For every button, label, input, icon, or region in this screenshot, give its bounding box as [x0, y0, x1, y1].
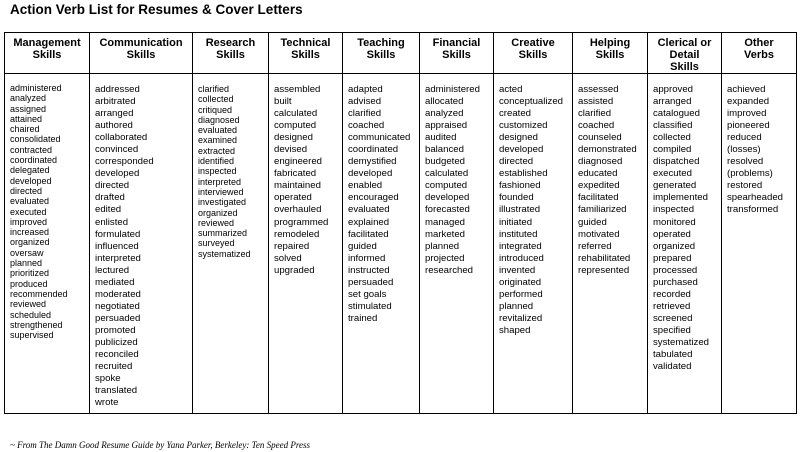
verb-item: represented — [578, 264, 630, 276]
verb-item: identified — [198, 156, 235, 167]
verb-item: demystified — [348, 156, 397, 168]
verb-list-other — [722, 74, 797, 414]
verb-item: monitored — [653, 216, 696, 228]
verb-item: devised — [274, 144, 308, 156]
verb-item: facilitated — [348, 228, 389, 240]
verb-item: marketed — [425, 228, 465, 240]
verb-item: researched — [425, 264, 473, 276]
verb-item: lectured — [95, 264, 130, 276]
verb-item: instituted — [499, 228, 538, 240]
column-header-clerical — [648, 33, 722, 74]
column-header-line: Skills — [291, 49, 320, 61]
verb-item: oversaw — [10, 247, 44, 258]
verb-item: designed — [274, 132, 313, 144]
verb-item: corresponded — [95, 156, 154, 168]
verb-item: set goals — [348, 288, 387, 300]
verb-item: addressed — [95, 84, 140, 95]
verb-item: drafted — [95, 192, 125, 204]
verb-item: balanced — [425, 144, 464, 156]
column-header-creative — [494, 33, 573, 74]
source-citation: ~ From The Damn Good Resume Guide by Yana Parker, Berkeley: Ten Speed Press — [10, 440, 310, 450]
verb-item: reviewed — [10, 299, 47, 310]
verb-item: collected — [653, 132, 691, 144]
column-header-line: Financial — [432, 37, 481, 49]
verb-item: mediated — [95, 276, 135, 288]
verb-item: clarified — [348, 108, 382, 120]
verb-item: publicized — [95, 336, 138, 348]
verb-item: consolidated — [10, 134, 61, 145]
verb-item: influenced — [95, 240, 139, 252]
verb-item: persuaded — [348, 276, 394, 288]
verb-item: computed — [274, 120, 317, 132]
column-header-line: Skills — [32, 49, 62, 61]
verb-item: assembled — [274, 84, 321, 95]
verb-item: delegated — [10, 165, 50, 176]
verb-item: specified — [653, 324, 691, 336]
page-title: Action Verb List for Resumes & Cover Letters — [10, 2, 303, 17]
verb-item: arranged — [653, 96, 692, 108]
verb-item: scheduled — [10, 309, 52, 320]
verb-item: instructed — [348, 264, 390, 276]
column-header-line: Clerical or — [657, 37, 712, 49]
verb-item: improved — [10, 216, 48, 227]
verb-item: organized — [653, 240, 696, 252]
column-header-line: Skills — [442, 49, 471, 61]
verb-item: assisted — [578, 96, 614, 108]
verb-item: revitalized — [499, 312, 543, 324]
verb-item: generated — [653, 180, 697, 192]
verb-list-helping — [573, 74, 648, 414]
verb-item: expanded — [727, 96, 770, 108]
verb-item: invented — [499, 264, 536, 276]
verb-item: developed — [10, 175, 52, 186]
column-header-financial — [420, 33, 494, 74]
verb-item: executed — [10, 206, 47, 217]
column-header-line: Skills — [670, 61, 699, 73]
verb-item: purchased — [653, 276, 698, 288]
verb-item: guided — [578, 216, 607, 228]
verb-item: familiarized — [578, 204, 627, 216]
verb-item: systematized — [198, 248, 251, 259]
verb-item: forecasted — [425, 204, 470, 216]
verb-item: appraised — [425, 120, 468, 132]
verb-item: advised — [348, 96, 382, 108]
verb-item: surveyed — [198, 238, 235, 249]
verb-item: motivated — [578, 228, 620, 240]
column-header-line: Detail — [669, 49, 700, 61]
verb-item: allocated — [425, 96, 464, 108]
verb-item: informed — [348, 252, 386, 264]
column-header-teaching — [343, 33, 420, 74]
verb-item: recorded — [653, 288, 691, 300]
verb-item: maintained — [274, 180, 321, 192]
verb-item: tabulated — [653, 349, 693, 361]
verb-item: inspected — [198, 166, 237, 177]
verb-item: examined — [198, 135, 238, 146]
verb-item: projected — [425, 252, 465, 264]
verb-item: founded — [499, 192, 534, 204]
verb-item: coached — [578, 120, 615, 132]
verb-item: programmed — [274, 216, 329, 228]
verb-item: budgeted — [425, 156, 466, 168]
verb-item: interpreted — [198, 176, 242, 187]
verb-item: wrote — [95, 397, 119, 409]
column-header-line: Technical — [280, 37, 331, 49]
verb-item: integrated — [499, 240, 542, 252]
verb-item: edited — [95, 204, 122, 216]
verb-item: recommended — [10, 288, 68, 299]
verb-item: extracted — [198, 145, 236, 156]
verb-item: guided — [348, 240, 377, 252]
column-header-helping — [573, 33, 648, 74]
verb-item: assessed — [578, 84, 619, 95]
verb-item: demonstrated — [578, 144, 637, 156]
verb-item: (losses) — [727, 144, 761, 156]
action-verb-table — [4, 32, 797, 414]
verb-item: managed — [425, 216, 466, 228]
verb-item: transformed — [727, 204, 779, 216]
verb-item: developed — [348, 168, 393, 180]
verb-item: acted — [499, 84, 523, 95]
verb-item: increased — [10, 227, 50, 238]
verb-item: administered — [10, 83, 62, 93]
verb-item: calculated — [425, 168, 469, 180]
verb-item: restored — [727, 180, 763, 192]
verb-item: directed — [10, 185, 43, 196]
verb-item: customized — [499, 120, 548, 132]
verb-item: critiqued — [198, 104, 233, 115]
verb-item: negotiated — [95, 300, 140, 312]
verb-item: organized — [198, 207, 238, 218]
verb-item: shaped — [499, 324, 531, 336]
verb-item: reviewed — [198, 217, 235, 228]
verb-item: recruited — [95, 361, 133, 373]
header-row — [5, 33, 797, 74]
column-header-line: Teaching — [357, 37, 405, 49]
verb-item: developed — [95, 168, 140, 180]
verb-item: analyzed — [425, 108, 464, 120]
verb-list-technical — [269, 74, 343, 414]
verb-item: achieved — [727, 84, 766, 95]
verb-item: conceptualized — [499, 96, 564, 108]
verb-item: planned — [499, 300, 534, 312]
verb-list-research — [193, 74, 269, 414]
verb-item: developed — [425, 192, 470, 204]
verb-item: persuaded — [95, 312, 141, 324]
verb-item: adapted — [348, 84, 383, 95]
verb-list-creative — [494, 74, 573, 414]
verb-item: analyzed — [10, 93, 47, 104]
verb-item: trained — [348, 312, 378, 324]
verb-item: clarified — [198, 84, 230, 94]
verb-item: calculated — [274, 108, 318, 120]
verb-item: audited — [425, 132, 457, 144]
column-header-line: Verbs — [744, 49, 774, 61]
column-header-technical — [269, 33, 343, 74]
column-header-communication — [90, 33, 193, 74]
verb-item: rehabilitated — [578, 252, 631, 264]
verb-item: diagnosed — [198, 114, 240, 125]
verb-item: solved — [274, 252, 302, 264]
verb-item: pioneered — [727, 120, 770, 132]
verb-item: summarized — [198, 228, 248, 239]
verb-item: created — [499, 108, 531, 120]
column-header-line: Management — [13, 37, 81, 49]
verb-item: convinced — [95, 144, 139, 156]
column-header-line: Skills — [216, 49, 245, 61]
verb-item: evaluated — [198, 125, 238, 136]
verb-item: spoke — [95, 373, 121, 385]
verb-item: referred — [578, 240, 612, 252]
verb-item: implemented — [653, 192, 708, 204]
verb-item: upgraded — [274, 264, 315, 276]
verb-item: arranged — [95, 108, 134, 120]
verb-item: directed — [95, 180, 130, 192]
verb-item: clarified — [578, 108, 612, 120]
verb-item: established — [499, 168, 548, 180]
verb-item: improved — [727, 108, 767, 120]
verb-item: reduced — [727, 132, 762, 144]
verb-item: directed — [499, 156, 534, 168]
verb-item: enlisted — [95, 216, 129, 228]
verb-list-communication — [90, 74, 193, 414]
verb-item: retrieved — [653, 300, 691, 312]
verb-list-teaching — [343, 74, 420, 414]
column-header-line: Skills — [366, 49, 396, 61]
verb-item: arbitrated — [95, 96, 136, 108]
verb-item: attained — [10, 113, 43, 124]
verb-item: strengthened — [10, 319, 63, 330]
verb-item: coordinated — [10, 155, 58, 166]
column-header-line: Creative — [511, 37, 555, 49]
verb-item: spearheaded — [727, 192, 784, 204]
verb-item: planned — [10, 258, 43, 269]
verb-item: collaborated — [95, 132, 148, 144]
verb-item: systematized — [653, 336, 709, 348]
verb-item: developed — [499, 144, 544, 156]
verb-item: approved — [653, 84, 694, 95]
verb-item: operated — [274, 192, 312, 204]
verb-item: diagnosed — [578, 156, 623, 168]
verb-item: processed — [653, 264, 698, 276]
verb-item: evaluated — [10, 196, 50, 207]
verb-item: coached — [348, 120, 385, 132]
verb-item: collected — [198, 94, 234, 105]
column-header-other — [722, 33, 797, 74]
verb-item: chaired — [10, 124, 40, 135]
column-header-line: Skills — [126, 49, 156, 61]
verb-item: validated — [653, 361, 692, 373]
verb-item: operated — [653, 228, 691, 240]
column-header-line: Communication — [99, 37, 183, 49]
verb-item: contracted — [10, 144, 53, 155]
column-header-management — [5, 33, 90, 74]
verb-item: (problems) — [727, 168, 773, 180]
verb-item: illustrated — [499, 204, 541, 216]
verb-item: executed — [653, 168, 692, 180]
column-header-research — [193, 33, 269, 74]
verb-item: prepared — [653, 252, 692, 264]
verbs-row — [5, 74, 797, 414]
verb-item: facilitated — [578, 192, 619, 204]
verb-item: coordinated — [348, 144, 399, 156]
verb-item: initiated — [499, 216, 533, 228]
verb-item: expedited — [578, 180, 620, 192]
verb-item: designed — [499, 132, 538, 144]
verb-item: counseled — [578, 132, 622, 144]
column-header-line: Research — [205, 37, 256, 49]
verb-item: screened — [653, 312, 693, 324]
verb-item: built — [274, 96, 292, 108]
verb-list-clerical — [648, 74, 722, 414]
verb-item: reconciled — [95, 349, 139, 361]
verb-item: classified — [653, 120, 693, 132]
verb-item: educated — [578, 168, 618, 180]
verb-item: evaluated — [348, 204, 390, 216]
verb-item: interviewed — [198, 186, 244, 197]
column-header-line: Helping — [589, 37, 631, 49]
verb-item: translated — [95, 385, 138, 397]
verb-item: formulated — [95, 228, 141, 240]
verb-item: investigated — [198, 197, 247, 208]
verb-item: introduced — [499, 252, 544, 264]
verb-item: authored — [95, 120, 133, 132]
verb-item: moderated — [95, 288, 141, 300]
verb-item: computed — [425, 180, 468, 192]
verb-item: explained — [348, 216, 390, 228]
verb-item: stimulated — [348, 300, 392, 312]
verb-item: remodeled — [274, 228, 320, 240]
column-header-line: Skills — [518, 49, 548, 61]
verb-item: encouraged — [348, 192, 399, 204]
verb-item: assigned — [10, 103, 47, 114]
verb-item: prioritized — [10, 268, 50, 279]
verb-list-financial — [420, 74, 494, 414]
verb-item: overhauled — [274, 204, 322, 216]
verb-list-management — [5, 74, 90, 414]
verb-item: inspected — [653, 204, 695, 216]
verb-item: repaired — [274, 240, 310, 252]
column-header-line: Skills — [595, 49, 625, 61]
verb-item: originated — [499, 276, 542, 288]
verb-item: catalogued — [653, 108, 700, 120]
verb-item: fabricated — [274, 168, 317, 180]
verb-item: interpreted — [95, 252, 141, 264]
verb-item: engineered — [274, 156, 323, 168]
verb-item: fashioned — [499, 180, 541, 192]
verb-item: resolved — [727, 156, 764, 168]
column-header-line: Other — [744, 37, 774, 49]
verb-item: enabled — [348, 180, 383, 192]
verb-item: performed — [499, 288, 543, 300]
verb-item: communicated — [348, 132, 411, 144]
verb-item: organized — [10, 237, 50, 248]
verb-item: supervised — [10, 330, 54, 341]
verb-item: dispatched — [653, 156, 700, 168]
verb-item: promoted — [95, 324, 136, 336]
verb-item: compiled — [653, 144, 692, 156]
verb-item: produced — [10, 278, 48, 289]
verb-item: administered — [425, 84, 480, 95]
verb-item: planned — [425, 240, 460, 252]
